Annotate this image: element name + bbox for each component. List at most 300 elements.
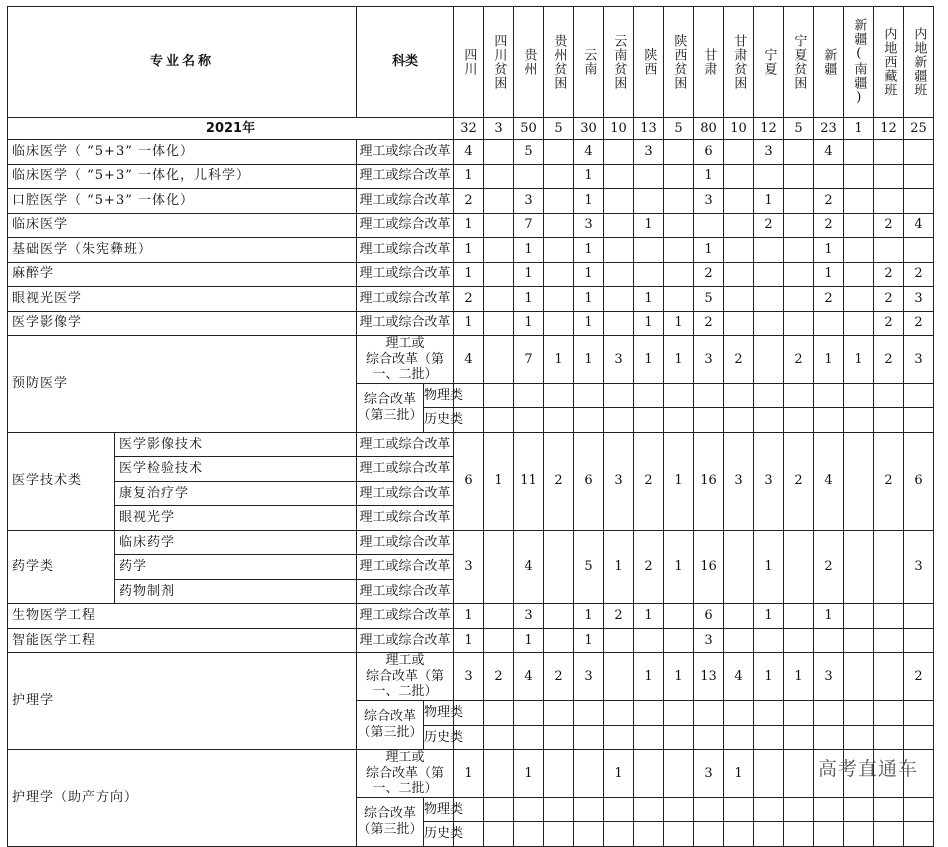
value-cell <box>664 189 694 214</box>
value-cell <box>664 604 694 629</box>
category-cell: 理工或综合改革 <box>357 432 454 457</box>
table-row <box>8 189 934 214</box>
value-cell: 5 <box>694 287 724 312</box>
empty-cell <box>874 408 904 433</box>
value-cell: 5 <box>544 118 574 140</box>
value-cell: 3 <box>694 628 724 653</box>
category-cell: 理工或综合改革 <box>357 262 454 287</box>
value-cell: 1 <box>844 336 874 384</box>
value-cell: 3 <box>604 336 634 384</box>
value-cell: 1 <box>574 164 604 189</box>
table-row <box>8 238 934 263</box>
major-name: 护理学 <box>8 653 357 750</box>
province-header <box>694 7 724 118</box>
empty-cell <box>634 822 664 847</box>
empty-cell <box>544 822 574 847</box>
value-cell: 2 <box>694 262 724 287</box>
value-cell: 2 <box>454 189 484 214</box>
empty-cell <box>754 725 784 750</box>
value-cell <box>544 238 574 263</box>
value-cell: 2 <box>874 432 904 530</box>
sub-major-name: 康复治疗学 <box>115 481 357 506</box>
province-label: 四川贫困 <box>491 34 507 90</box>
value-cell: 3 <box>904 336 934 384</box>
empty-cell <box>724 701 754 726</box>
value-cell: 1 <box>604 750 634 798</box>
empty-cell <box>514 725 544 750</box>
province-header <box>604 7 634 118</box>
empty-cell <box>694 725 724 750</box>
empty-cell <box>874 797 904 822</box>
value-cell: 1 <box>514 238 544 263</box>
empty-cell <box>484 725 514 750</box>
category-cell: 理工或综合改革 <box>357 506 454 531</box>
major-name: 预防医学 <box>8 336 357 433</box>
value-cell: 4 <box>904 213 934 238</box>
value-cell: 2 <box>874 262 904 287</box>
group-name: 医学技术类 <box>8 432 115 530</box>
value-cell <box>874 628 904 653</box>
value-cell <box>844 140 874 165</box>
category-cell <box>357 797 424 846</box>
province-header <box>874 7 904 118</box>
value-cell <box>484 140 514 165</box>
value-cell: 6 <box>694 604 724 629</box>
empty-cell <box>514 383 544 408</box>
category-line: （第三批） <box>357 407 423 423</box>
value-cell: 1 <box>574 189 604 214</box>
value-cell <box>754 164 784 189</box>
table-row <box>8 262 934 287</box>
value-cell <box>604 189 634 214</box>
category-cell: 理工或综合改革 <box>357 457 454 482</box>
value-cell: 1 <box>574 604 604 629</box>
province-header <box>574 7 604 118</box>
value-cell <box>754 311 784 336</box>
table-row <box>8 336 934 384</box>
province-label: 四川 <box>461 48 477 76</box>
province-label: 云南 <box>581 48 597 76</box>
value-cell: 1 <box>574 628 604 653</box>
sub-major-name: 药学 <box>115 555 357 580</box>
value-cell <box>844 262 874 287</box>
value-cell: 1 <box>454 262 484 287</box>
value-cell: 16 <box>694 432 724 530</box>
category-header: 科类 <box>357 7 454 118</box>
value-cell: 10 <box>604 118 634 140</box>
value-cell <box>544 750 574 798</box>
value-cell: 3 <box>754 140 784 165</box>
value-cell: 1 <box>604 530 634 604</box>
empty-cell <box>664 725 694 750</box>
value-cell: 4 <box>454 140 484 165</box>
empty-cell <box>604 797 634 822</box>
value-cell <box>904 604 934 629</box>
empty-cell <box>514 701 544 726</box>
category-line: 综合改革（第一、二批） <box>366 668 445 700</box>
value-cell <box>724 262 754 287</box>
value-cell <box>814 311 844 336</box>
value-cell <box>514 164 544 189</box>
value-cell <box>484 238 514 263</box>
value-cell: 3 <box>634 140 664 165</box>
value-cell <box>754 628 784 653</box>
province-label: 陕西 <box>641 48 657 76</box>
value-cell: 1 <box>664 653 694 701</box>
value-cell: 3 <box>454 653 484 701</box>
value-cell <box>784 287 814 312</box>
value-cell: 3 <box>904 287 934 312</box>
value-cell: 1 <box>754 653 784 701</box>
value-cell <box>874 530 904 604</box>
value-cell: 1 <box>634 653 664 701</box>
value-cell <box>604 238 634 263</box>
value-cell: 1 <box>544 336 574 384</box>
value-cell <box>544 164 574 189</box>
value-cell: 1 <box>454 164 484 189</box>
value-cell: 3 <box>574 653 604 701</box>
empty-cell <box>484 797 514 822</box>
empty-cell <box>814 701 844 726</box>
value-cell <box>754 238 784 263</box>
watermark-text: 高考直通车 <box>817 758 918 780</box>
empty-cell <box>664 383 694 408</box>
empty-cell <box>664 701 694 726</box>
major-name: 临床医学（ “5+3” 一体化） <box>8 140 357 165</box>
empty-cell <box>814 797 844 822</box>
value-cell: 50 <box>514 118 544 140</box>
category-line: 综合改革（第一、二批） <box>366 765 445 797</box>
province-header <box>844 7 874 118</box>
empty-cell <box>784 383 814 408</box>
value-cell <box>664 628 694 653</box>
value-cell: 12 <box>754 118 784 140</box>
empty-cell <box>904 701 934 726</box>
value-cell: 2 <box>724 336 754 384</box>
value-cell: 2 <box>814 213 844 238</box>
value-cell <box>844 164 874 189</box>
major-name-header: 专业名称 <box>8 7 357 118</box>
empty-cell <box>694 797 724 822</box>
value-cell <box>904 164 934 189</box>
value-cell <box>754 750 784 798</box>
value-cell <box>784 238 814 263</box>
province-label: 内地新疆班 <box>911 27 927 97</box>
value-cell <box>544 287 574 312</box>
table-row <box>8 432 934 457</box>
value-cell: 1 <box>514 262 544 287</box>
value-cell: 1 <box>454 213 484 238</box>
value-cell <box>724 140 754 165</box>
value-cell: 3 <box>724 432 754 530</box>
category-line: （第三批） <box>357 725 423 741</box>
value-cell <box>634 750 664 798</box>
empty-cell <box>754 797 784 822</box>
value-cell <box>724 238 754 263</box>
value-cell: 1 <box>634 213 664 238</box>
major-name: 口腔医学（ “5+3” 一体化） <box>8 189 357 214</box>
empty-cell <box>634 725 664 750</box>
value-cell: 2 <box>874 287 904 312</box>
value-cell: 1 <box>454 311 484 336</box>
value-cell: 4 <box>454 336 484 384</box>
province-header <box>544 7 574 118</box>
table-row <box>8 628 934 653</box>
value-cell: 2 <box>754 213 784 238</box>
subject-cell: 历史类 <box>424 408 454 433</box>
value-cell: 3 <box>514 604 544 629</box>
empty-cell <box>604 701 634 726</box>
value-cell <box>724 311 754 336</box>
value-cell: 2 <box>874 336 904 384</box>
empty-cell <box>574 383 604 408</box>
value-cell: 32 <box>454 118 484 140</box>
value-cell: 25 <box>904 118 934 140</box>
value-cell: 3 <box>694 189 724 214</box>
empty-cell <box>514 797 544 822</box>
empty-cell <box>784 408 814 433</box>
value-cell <box>844 604 874 629</box>
empty-cell <box>784 701 814 726</box>
value-cell: 1 <box>664 336 694 384</box>
value-cell: 10 <box>724 118 754 140</box>
value-cell: 4 <box>814 140 844 165</box>
value-cell <box>874 189 904 214</box>
value-cell: 4 <box>814 432 844 530</box>
province-header <box>634 7 664 118</box>
major-name: 护理学（助产方向） <box>8 750 357 847</box>
empty-cell <box>694 822 724 847</box>
value-cell <box>874 164 904 189</box>
major-name: 临床医学 <box>8 213 357 238</box>
category-cell: 理工或综合改革 <box>357 530 454 555</box>
value-cell <box>904 140 934 165</box>
value-cell: 3 <box>754 432 784 530</box>
value-cell: 1 <box>454 628 484 653</box>
empty-cell <box>724 383 754 408</box>
value-cell <box>574 750 604 798</box>
empty-cell <box>904 725 934 750</box>
value-cell: 4 <box>574 140 604 165</box>
province-header <box>724 7 754 118</box>
value-cell <box>754 287 784 312</box>
table-row <box>8 311 934 336</box>
value-cell <box>544 311 574 336</box>
province-label: 甘肃贫困 <box>731 34 747 90</box>
value-cell <box>604 653 634 701</box>
value-cell: 2 <box>484 653 514 701</box>
value-cell: 2 <box>814 287 844 312</box>
value-cell <box>604 287 634 312</box>
table-row <box>8 604 934 629</box>
category-line: 综合改革 <box>363 392 416 408</box>
empty-cell <box>844 725 874 750</box>
province-header <box>904 7 934 118</box>
sub-major-name: 临床药学 <box>115 530 357 555</box>
province-label: 甘肃 <box>701 48 717 76</box>
value-cell: 3 <box>694 336 724 384</box>
value-cell: 1 <box>784 653 814 701</box>
value-cell <box>484 189 514 214</box>
subject-cell: 物理类 <box>424 383 454 408</box>
value-cell: 1 <box>514 311 544 336</box>
value-cell <box>844 238 874 263</box>
category-line: 理工或 <box>385 336 425 351</box>
value-cell: 4 <box>724 653 754 701</box>
empty-cell <box>754 822 784 847</box>
table-row <box>8 213 934 238</box>
value-cell: 2 <box>784 336 814 384</box>
category-line: 综合改革 <box>363 709 416 725</box>
value-cell <box>874 604 904 629</box>
province-header <box>484 7 514 118</box>
value-cell: 1 <box>664 530 694 604</box>
value-cell: 2 <box>634 530 664 604</box>
value-cell <box>484 164 514 189</box>
empty-cell <box>694 701 724 726</box>
value-cell <box>874 653 904 701</box>
empty-cell <box>724 408 754 433</box>
value-cell <box>784 530 814 604</box>
sub-major-name: 眼视光学 <box>115 506 357 531</box>
category-cell: 理工或综合改革 <box>357 311 454 336</box>
value-cell: 2 <box>814 189 844 214</box>
value-cell: 16 <box>694 530 724 604</box>
empty-cell <box>604 408 634 433</box>
empty-cell <box>634 797 664 822</box>
value-cell: 12 <box>874 118 904 140</box>
value-cell <box>664 287 694 312</box>
category-cell <box>357 383 424 432</box>
value-cell <box>874 140 904 165</box>
empty-cell <box>814 383 844 408</box>
value-cell <box>844 287 874 312</box>
value-cell: 2 <box>904 653 934 701</box>
empty-cell <box>904 797 934 822</box>
value-cell <box>544 189 574 214</box>
value-cell <box>634 628 664 653</box>
empty-cell <box>604 725 634 750</box>
empty-cell <box>574 822 604 847</box>
empty-cell <box>574 408 604 433</box>
major-name: 眼视光医学 <box>8 287 357 312</box>
major-name: 基础医学（朱宪彝班） <box>8 238 357 263</box>
empty-cell <box>694 408 724 433</box>
empty-cell <box>754 701 784 726</box>
province-label: 贵州贫困 <box>551 34 567 90</box>
province-header <box>664 7 694 118</box>
value-cell <box>784 311 814 336</box>
value-cell <box>694 213 724 238</box>
value-cell <box>784 262 814 287</box>
value-cell <box>844 530 874 604</box>
value-cell <box>604 213 634 238</box>
major-name: 智能医学工程 <box>8 628 357 653</box>
value-cell <box>844 311 874 336</box>
value-cell <box>484 604 514 629</box>
value-cell <box>484 628 514 653</box>
value-cell: 1 <box>514 750 544 798</box>
value-cell <box>814 628 844 653</box>
value-cell: 1 <box>814 336 844 384</box>
empty-cell <box>604 822 634 847</box>
category-cell: 理工或综合改革 <box>357 604 454 629</box>
value-cell: 2 <box>874 213 904 238</box>
value-cell <box>784 189 814 214</box>
value-cell <box>664 238 694 263</box>
value-cell: 1 <box>754 604 784 629</box>
value-cell <box>634 262 664 287</box>
value-cell: 11 <box>514 432 544 530</box>
empty-cell <box>664 797 694 822</box>
empty-cell <box>484 701 514 726</box>
table-row <box>8 530 934 555</box>
value-cell: 5 <box>784 118 814 140</box>
empty-cell <box>724 725 754 750</box>
empty-cell <box>484 822 514 847</box>
value-cell <box>664 140 694 165</box>
value-cell <box>784 628 814 653</box>
value-cell <box>484 262 514 287</box>
category-line: 理工或 <box>385 750 425 766</box>
empty-cell <box>574 701 604 726</box>
value-cell: 1 <box>454 238 484 263</box>
empty-cell <box>544 797 574 822</box>
value-cell <box>814 164 844 189</box>
category-cell: 理工或综合改革 <box>357 287 454 312</box>
value-cell: 2 <box>694 311 724 336</box>
value-cell <box>604 628 634 653</box>
value-cell: 2 <box>904 262 934 287</box>
value-cell <box>724 287 754 312</box>
category-line: 综合改革（第一、二批） <box>366 351 445 383</box>
sub-major-name: 医学检验技术 <box>115 457 357 482</box>
value-cell <box>904 238 934 263</box>
value-cell: 2 <box>634 432 664 530</box>
value-cell <box>604 262 634 287</box>
province-header <box>784 7 814 118</box>
value-cell <box>724 189 754 214</box>
province-label: 贵州 <box>521 48 537 76</box>
table-row <box>8 653 934 701</box>
value-cell <box>724 628 754 653</box>
value-cell <box>844 432 874 530</box>
value-cell: 1 <box>574 262 604 287</box>
table-row <box>8 118 934 140</box>
value-cell <box>664 262 694 287</box>
empty-cell <box>484 408 514 433</box>
value-cell <box>904 628 934 653</box>
value-cell: 1 <box>574 287 604 312</box>
sub-major-name: 药物制剂 <box>115 579 357 604</box>
value-cell: 1 <box>574 336 604 384</box>
value-cell: 13 <box>634 118 664 140</box>
value-cell <box>784 604 814 629</box>
table-row <box>8 164 934 189</box>
value-cell: 1 <box>514 287 544 312</box>
province-header <box>514 7 544 118</box>
category-cell: 理工或综合改革 <box>357 555 454 580</box>
empty-cell <box>724 797 754 822</box>
value-cell: 2 <box>814 530 844 604</box>
empty-cell <box>664 408 694 433</box>
value-cell: 1 <box>694 238 724 263</box>
value-cell: 30 <box>574 118 604 140</box>
value-cell: 1 <box>634 604 664 629</box>
subject-cell: 历史类 <box>424 725 454 750</box>
value-cell: 80 <box>694 118 724 140</box>
value-cell: 1 <box>664 432 694 530</box>
